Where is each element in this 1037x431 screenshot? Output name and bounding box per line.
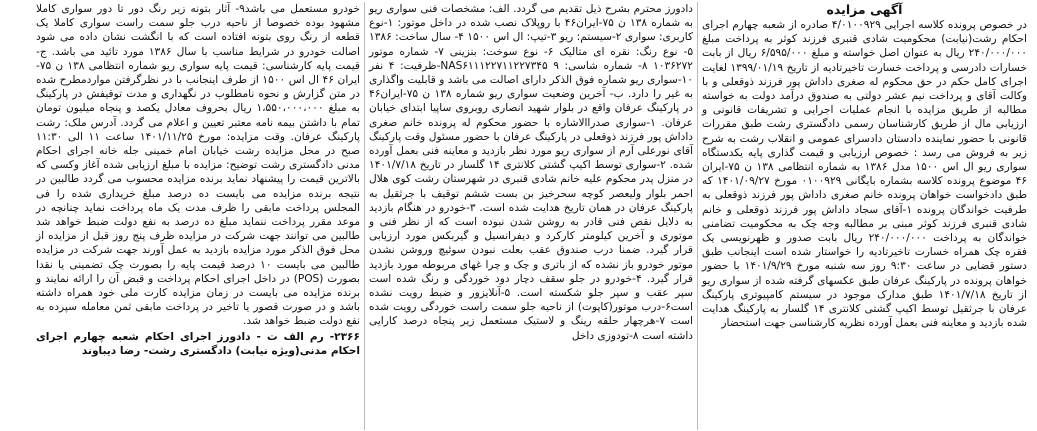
notice-body-part-2: دادورز محترم بشرح ذیل تقدیم می گردد. الف: مشخصات فنی سواری ریو به شماره ۱۳۸ ن ۷۵-ایران۴۶ با روپلاک نصب شده در داخل موتور: ۱-نوع کاربری: سواری ۲-سیستم: ریو ۳-تیپ: ال اس ۱۵۰۰ ۴- سال ساخت: ۱۳۸۶ ۵- نوع رنگ: نقره ای متالیک ۶- نوع سوخت: بنزینی ۷- شماره موتور ۱۰۳۶۲۷۲ ۸- شماره شاسی: NAS۶۱۱۱۲۲۷۱۱۲۲۷۳۴۵ ۹-ظرفیت: ۴ نفر ۱۰-سواری ریو شماره فوق الذکر دارای اصالت می باشد و قابلیت واگذاری به غیر را دارد. ب- آخرین وضعیت سواری ریو شماره ۱۳۸ ن ۷۵-ایران۴۶ در پارکینگ عرفان واقع در بلوار شهید انصاری روبروی ساپیا ابتدای خیابان عرفان. ۱-سواری صدراالاشاره با حضور محکوم له پرونده خانم صغری داداش پور فرزند ذوقعلی در پارکینگ عرفان با حضور مسئول وقت پارکینگ آقای نورعلی آرم از سواری ریو مورد نظر بازدید و معاینه فنی بعمل آورده شده. ۲-سواری توسط اکیپ گشتی کلانتری ۱۴ گلسار در تاریخ ۱۴۰۱/۷/۱۸ در منزل پدر محکوم علیه خانم شادی قنبری در شهرستان رشت کوی هلال احمر بلوار ولیعصر کوچه سحرخیز بن بست ششم توقیف با جرثقیل به پارکینگ عرفان در همان تاریخ هدایت شده است. ۳-خودرو در هنگام بازدید به دلایل نقص فنی قادر به روشن شدن نبوده است که از نظر فنی و موتوری و آخرین کیلومتر کارکرد و دیفرانسیل و گیربکس مورد ارزیابی قرار گیرد. ضمنا درب صندوق عقب بعلت نبودن سوئیچ وروشن نشدن موتور خودرو باز نشده که از باتری و چک و چرا غهای مربوطه مورد بازدید قرار گیرد. ۴-خودرو در جلو سقف دچار دود خوردگی و رنگ شده است سپر عقب و سپر جلو شکسته است. ۵-آنلایزور و ضبط رویت نشده است۶-درب موتور(کاپوت) از ناحیه جلو سمت راست خوردگی رویت شده است ۷-هرچهار حلقه رینگ و لاستیک مستعمل زیر پنجاه درصد کارایی داشته است ۸-تودوزی داخل — [369, 3, 694, 342]
column-right — [698, 2, 1031, 430]
notice-title: آگهی مزایده — [826, 2, 903, 17]
column-middle — [365, 2, 698, 430]
notice-body-part-3: خودرو مستعمل می باشد۹- آثار بتونه زیر رنگ دور تا دور سواری کاملا مشهود بوده خصوصا از ناحیه درب جلو سمت راست سواری کاملا یک قطعه از رنگ روی بتونه افتاده است که با انگشت نشان داده می شود اصالت خودرو در شرایط مناسب با سال ۱۳۸۶ مورد تائید می باشد. ج-قیمت پایه کارشناسی: قیمت پایه سواری ریو شماره انتظامی ۱۳۸ ن ۷۵-ایران ۴۶ ال اس ۱۵۰۰ از طرف اینجانب با در نظرگرفتن مواردمطرح شده در متن گزارش و نحوه نامطلوب در نگهداری و مدت توقیفش در پارکینگ به مبلغ ۱،۵۵۰،۰۰۰،۰۰۰ ریال بحروف معادل یکصد و پنجاه میلیون تومان تمام با داشتن بیمه نامه معتبر تعیین و اعلام می گردد. آدرس ملک: رشت پارکینگ عرفان. وقت مزایده: مورخ ۱۴۰۱/۱۱/۲۵ ساعت ۱۱ الی ۱۱:۳۰ صبح در محل مزایده رشت خیابان امام خمینی جله خانه اجرای احکام مدنی دادگستری رشت توضیح: مزایده با مبلغ ارزیابی شده آغاز وکسی که بالاترین قیمت را پیشنهاد نماید برنده مزایده محسوب می گردد طالبین در نتیجه برنده مزایده می بایست ده درصد مبلغ خریداری شده را فی المجلس پرداخت مابقی را ظرف مدت یک ماه پرداخت نماید چنانچه در موعد مقرر پرداخت ننماید مبلغ ده درصد به نفع دولت ضبط خواهد شد طالبین می توانند جهت شرکت در مزایده ظرف پنج روز قبل از مزایده از محل فوق الذکر مورد مزایده بازدید به عمل آورند جهت شرکت در مزایده طالبین می بایست ۱۰ درصد قیمت پایه را بصورت چک تضمینی یا نقدا بصورت (POS) در داخل اجرای احکام پرداخت و قبض آن را ارائه نمایند و برنده مزایده می بایست در زمان مزایده کارت ملی خود همراه داشته باشد و در صورت قصور یا تاخیر در پرداخت مابقی ثمن معامله سپرده به نفع دولت ضبط خواهد شد. — [36, 3, 360, 328]
notice-body-part-1: در خصوص پرونده کلاسه اجرایی ۴/۰۱۰۰۹۲۹ صادره از شعبه چهارم اجرای احکام رشت(نیابت) محکومیت شادی قنبری فرزند کوثر به پرداخت مبلغ ۲۴۰/۰۰۰/۰۰۰ ریال به عنوان اصل خواسته و مبلغ ۶/۵۹۵/۰۰۰ ریال از بابت خسارات دادرسی و پرداخت خسارت تاخیرتادیه از تاریخ ۱۳۹۹/۰۱/۱۹ لغایت اجرای کامل حکم در حق محکوم له صغری داداش پور فرزند ذوقعلی و با وکالت آقای و پرداخت نیم عشر دولتی به صندوق درآمد دولت به خواسته مطالبه از طریق مزایده با انجام عملیات اجرایی و تشریفات قانونی و ارزیابی مال از طریق کارشناسان رسمی دادگستری رشت طبق مقررات قانونی با حضور نماینده دادستان دادسرای عمومی و انقلاب رشت به شرح زیر به فروش می رسد : خصوص ارزیابی و قیمت گذاری پایه یکدستگاه سواری ریو ال اس ۱۵۰۰ مدل ۱۳۸۶ به شماره انتظامی ۱۳۸ ن ۷۵-ایران ۴۶ موضوع پرونده کلاسه بشماره بایگانی ۰۱۰۰۹۲۹ مورخ ۱۴۰۱/۰۹/۲۷ که طبق دادخواست خواهان پرونده خانم صغری داداش پور فرزند ذوقعلی به طرفیت خواندگان پرونده ۱-آقای سجاد داداش پور فرزند ذوقعلی و خانم شادی قنبری فرزند کوثر مبنی بر مطالبه وجه چک به محکومیت تضامنی خواندگان به پرداخت ۲۴۰/۰۰۰/۰۰۰ ریال بابت صدور و ظهرنویسی یک فقره چک همراه خسارت تاخیرتادیه را خواستار شده است اینجانب طبق دستور قضایی در ساعت ۹:۳۰ روز سه شنبه مورخ ۱۴۰۱/۹/۲۹ با حضور خواهان پرونده در پارکینگ عرفان طبق عکسهای گرفته شده از سواری ریو از تاریخ ۱۴۰۱/۷/۱۸ طبق مدارک موجود در سیستم کامپیوتری پارکینگ عرفان با جرثقیل توسط اکیپ گشتی کلانتری ۱۴ گلسار به پارکینگ هدایت شده بازدید و معاینه فنی بعمل آورده نظریه کارشناسی جهت استحضار — [702, 19, 1027, 330]
signature: ۲۳۶۶- رم الف ت - دادورز اجرای احکام شعبه چهارم اجرای احکام مدنی(ویژه نیابت) دادگستری رشت- رضا دیباوند — [36, 330, 360, 357]
column-left — [32, 2, 365, 430]
